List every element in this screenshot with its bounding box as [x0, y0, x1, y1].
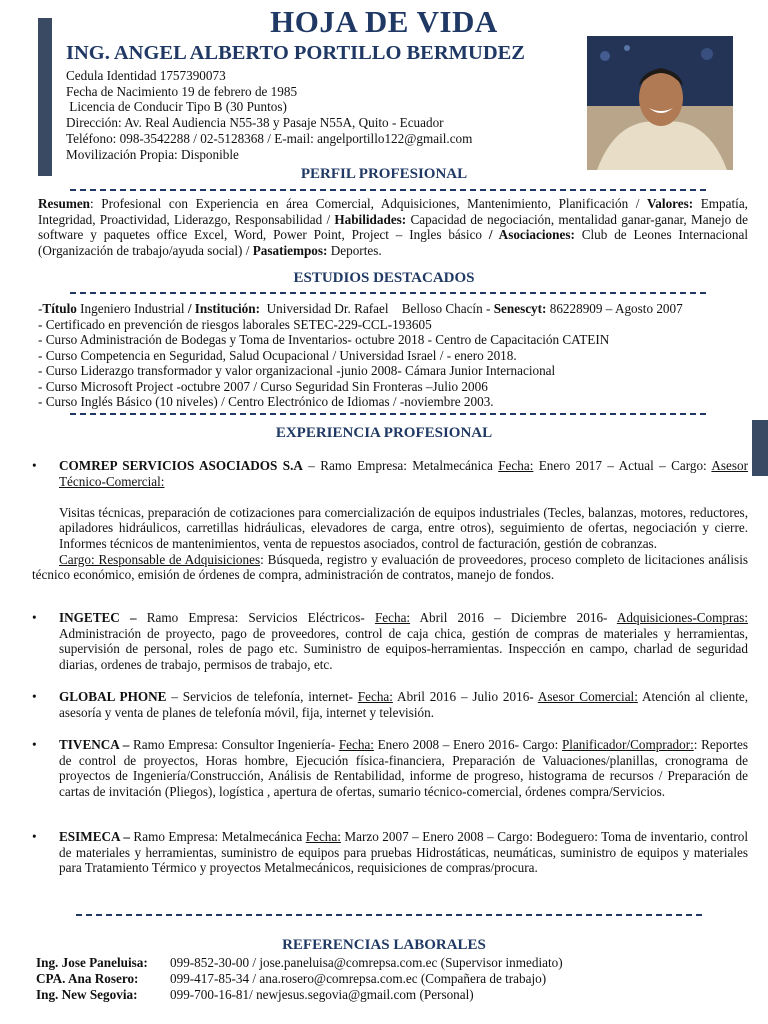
fecha-label: Fecha: — [338, 737, 374, 752]
secondary-role — [32, 552, 748, 583]
fecha-label: Fecha: — [374, 610, 411, 625]
profile-photo — [587, 36, 733, 170]
divider — [70, 292, 706, 294]
divider — [70, 413, 706, 415]
asociaciones-label: Asociaciones: — [492, 227, 575, 243]
list-item — [32, 737, 748, 799]
studies-list — [38, 301, 758, 410]
reference-name: Ing. New Segovia: — [36, 986, 138, 1002]
pasatiempos-text: Deportes. — [327, 243, 382, 259]
valores-text: Empatía, Integridad, Proactividad, Liderazgo, Responsabilidad / — [38, 196, 748, 227]
role-title: Asesor Comercial: — [537, 689, 638, 704]
company-name: INGETEC – — [59, 610, 137, 625]
company-name: COMREP SERVICIOS ASOCIADOS S.A — [59, 458, 303, 473]
reference-row — [36, 971, 563, 987]
study-item: - Curso Microsoft Project -octubre 2007 / Curso Seguridad Sin Fronteras –Julio 2006 — [38, 378, 488, 394]
experience-global-phone — [32, 689, 748, 720]
reference-name: Ing. Jose Paneluisa: — [36, 955, 148, 970]
reference-detail: 099-417-85-34 / ana.rosero@comrepsa.com.ec (Compañera de trabajo) — [170, 970, 547, 986]
study-item: - Curso Inglés Básico (10 niveles) / Centro Electrónico de Idiomas / -noviembre 2003. — [38, 394, 494, 409]
list-item — [32, 458, 748, 552]
section-heading-perfil: PERFIL PROFESIONAL — [300, 166, 468, 182]
role-title-2: Cargo: Responsable de Adquisiciones — [59, 551, 261, 567]
section-heading-estudios: ESTUDIOS DESTACADOS — [293, 270, 475, 286]
role-title: Planificador/Comprador: — [561, 737, 694, 752]
list-item — [32, 610, 748, 672]
divider — [76, 914, 702, 916]
reference-detail: 099-700-16-81/ newjesus.segovia@gmail.com (Personal) — [170, 986, 474, 1002]
fecha-label: Fecha: — [305, 829, 341, 844]
resumen-label: Resumen — [38, 196, 91, 211]
study-item: - Curso Administración de Bodegas y Toma de Inventarios- octubre 2018 - Centro de Capacitación CATEIN — [38, 332, 610, 347]
page-title: HOJA DE VIDA — [270, 4, 498, 39]
fecha-label: Fecha: — [498, 458, 534, 473]
reference-name: CPA. Ana Rosero: — [36, 970, 139, 986]
role-title: Adquisiciones-Compras: — [616, 610, 749, 625]
habilidades-label: Habilidades: — [334, 211, 407, 227]
company-sector: Ramo Empresa: Metalmecánica — [129, 829, 306, 844]
bullet-icon: • — [32, 458, 37, 473]
experience-esimeca — [32, 829, 748, 876]
slash: / — [488, 227, 493, 243]
company-sector: Ramo Empresa: Servicios Eléctricos- — [136, 610, 375, 625]
titulo-label: Título — [42, 301, 77, 316]
date-range: Enero 2008 – Enero 2016- Cargo: — [373, 737, 562, 752]
personal-info — [66, 68, 472, 162]
pasatiempos-label: Pasatiempos: — [252, 243, 328, 259]
institucion-label: / Institución: — [187, 301, 261, 316]
bullet-icon: • — [32, 689, 37, 704]
company-sector: Ramo Empresa: Consultor Ingeniería- — [129, 737, 339, 752]
experience-ingetec — [32, 610, 748, 672]
company-sector: – Ramo Empresa: Metalmecánica — [302, 458, 499, 473]
role-description: : Reportes de control de proyectos, Horas hombre, Ejecución física-financiera, Preparación de Valuaciones/planillas, cronograma de proyectos de Ingeniería/Construcción, Análisis de Rentabilidad, informe de progreso, histograma de recursos / Preparación de cartas de invitación (Pliegos), logística , apertura de ofertas, sumario técnico-comercial, órdenes compra/Servicios. — [59, 737, 748, 799]
reference-detail: 099-852-30-00 / jose.paneluisa@comrepsa.com.ec (Supervisor inmediato) — [170, 955, 563, 970]
role-description-2: : Búsqueda, registro y evaluación de proveedores, proceso completo de licitaciones análisis técnico económico, emisión de órdenes de compra, administración de contratos, manejo de fondos. — [32, 551, 748, 583]
company-name: ESIMECA – — [59, 829, 130, 844]
section-heading-experiencia: EXPERIENCIA PROFESIONAL — [275, 425, 493, 441]
role-title: Asesor Técnico-Comercial: — [59, 458, 749, 489]
info-contact: Teléfono: 098-3542288 / 02-5128368 / E-mail: angelportillo122@gmail.com — [66, 130, 473, 146]
role-description: Marzo 2007 – Enero 2008 – Cargo: Bodeguero: Toma de inventario, control de materiales y herramientas, suministro de equipos para pruebas Hidrostáticas, neumáticas, suministro de equipos y materiales para Tratamiento Térmico y proyectos Metalmecánicos, requisiciones de compras/procura. — [59, 829, 749, 876]
valores-label: Valores: — [647, 196, 694, 211]
titulo-text: Ingeniero Industrial — [76, 301, 188, 316]
role-description: Visitas técnicas, preparación de cotizaciones para comercialización de equipos industriales (Tecles, balanzas, motores, reductores, apiladores hidráulicos, carretillas hidráulicas, elevadores de carga, entre otros), seguimiento de ofertas, negociación y cierre. Informes técnicos de mantenimientos, venta de repuestos asociados, control de facturación, gestión de cobranzas. — [59, 504, 748, 551]
portrait-icon — [587, 36, 733, 170]
info-mobility: Movilización Propia: Disponible — [66, 146, 239, 162]
study-item: - Certificado en prevención de riesgos laborales SETEC-229-CCL-193605 — [38, 316, 432, 332]
list-item — [32, 829, 748, 876]
experience-comrep — [32, 458, 748, 583]
fecha-label: Fecha: — [357, 689, 393, 704]
resumen-text: : Profesional con Experiencia en área Comercial, Adquisiciones, Mantenimiento, Planificación / — [90, 196, 647, 211]
section-heading-referencias: REFERENCIAS LABORALES — [282, 937, 486, 953]
date-range: Abril 2016 – Diciembre 2016- — [410, 610, 617, 625]
senescyt-text: 86228909 – Agosto 2007 — [546, 301, 683, 316]
asociaciones-text: Club de Leones Internacional (Organización de trabajo/ayuda social) / — [38, 227, 748, 259]
senescyt-label: Senescyt: — [493, 301, 547, 316]
date-range: Abril 2016 – Julio 2016- — [392, 689, 538, 704]
experience-tivenca — [32, 737, 748, 799]
study-item: - Curso Liderazgo transformador y valor organizacional -junio 2008- Cámara Junior Internacional — [38, 363, 556, 378]
info-id: Cedula Identidad 1757390073 — [66, 68, 226, 83]
role-description: Atención al cliente, asesoría y venta de planes de telefonía móvil, fija, internet y televisión. — [59, 689, 749, 720]
reference-row — [36, 987, 563, 1003]
info-license: Licencia de Conducir Tipo B (30 Puntos) — [66, 99, 287, 115]
role-description: Administración de proyecto, pago de proveedores, control de caja chica, gestión de compras de materiales y herramientas, supervisión de personal, roles de pago etc. Suministro de equipos-herramientas. Inspección en campo, charlad de seguridad diarias, ordenes de trabajo, permisos de trabajo, etc. — [59, 625, 748, 672]
study-item: - Curso Competencia en Seguridad, Salud Ocupacional / Universidad Israel / - enero 2018. — [38, 347, 517, 363]
reference-row — [36, 955, 563, 971]
divider — [70, 189, 706, 191]
study-title-line — [38, 301, 758, 317]
bullet-icon: • — [32, 610, 37, 625]
references-list — [36, 955, 563, 1002]
perfil-summary — [38, 196, 748, 259]
info-address: Dirección: Av. Real Audiencia N55-38 y Pasaje N55A, Quito - Ecuador — [66, 115, 444, 131]
info-birthdate: Fecha de Nacimiento 19 de febrero de 1985 — [66, 83, 298, 99]
institucion-text: Universidad Dr. Rafael Belloso Chacín - — [260, 301, 494, 316]
company-name: GLOBAL PHONE — [59, 689, 167, 704]
list-item — [32, 689, 748, 720]
accent-bar — [38, 18, 52, 176]
bullet-icon: • — [32, 829, 37, 844]
person-name: ING. ANGEL ALBERTO PORTILLO BERMUDEZ — [66, 42, 525, 64]
company-sector: – Servicios de telefonía, internet- — [166, 689, 358, 704]
habilidades-text: Capacidad de negociación, mentalidad ganar-ganar, Manejo de software y paquetes office Excel, Word, Power Point, Project – Ingles básico — [38, 211, 748, 243]
dash-prefix: - — [38, 301, 43, 316]
bullet-icon: • — [32, 737, 37, 752]
company-name: TIVENCA – — [59, 737, 130, 752]
date-range: Enero 2017 – Actual – Cargo: — [533, 458, 712, 473]
